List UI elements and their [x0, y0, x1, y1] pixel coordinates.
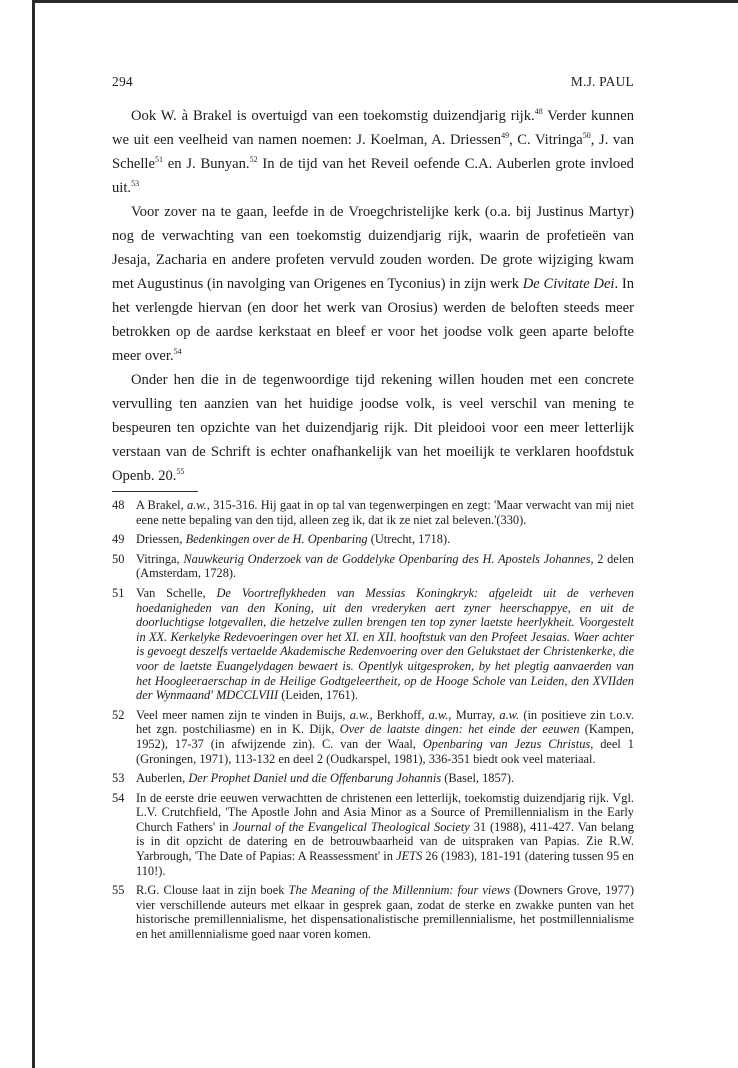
footnote: [112, 791, 634, 879]
footnote-number: 54: [112, 790, 125, 805]
footnote: [112, 708, 634, 766]
paragraph: [112, 368, 634, 488]
footnote: [112, 771, 634, 786]
footnote: [112, 532, 634, 547]
italic-text: De Voortreflykheden van Messias Koningkryk: afgeleidt uit de verheven hoedanigheden van den Koning, uit den vrederyken aert zyner heerschappye, en uit de doorluchtigse lotgevallen, die hetzelve zullen brengen ten top zyner laetste heerlykheit. Voorgestelt in XX. Kerkelyke Redevoeringen over het XI. en XII. hooftstuk van den Profeet Jesaias. Waer achter is gevoegt deszelfs vertaelde Akademische Redenvoering over den Gelukstaet der Christenkerke, die voor de laetste Euangelydagen bewaert is. Opentlyk uitgesproken, by het plegtig aanvaerden van het Hoogleeraerschap in de Heilige Godtgeleertheit, op de Hooge Schole van Leiden, den XVIIden der Wynmaand' MDCCLVIII: [136, 585, 634, 703]
footnote-ref: 51: [154, 155, 163, 164]
footnote-ref: 50: [582, 131, 591, 140]
footnote-separator: [112, 491, 198, 492]
footnote-ref: 55: [176, 467, 185, 476]
text-run: en J. Bunyan.: [162, 156, 250, 172]
footnote-ref: 49: [501, 131, 510, 140]
text-run: (Basel, 1857).: [441, 771, 515, 786]
footnote-number: 53: [112, 771, 125, 786]
text-run: deel 1 (Groningen, 1971), 113-132 en deel 2 (Oudkarspel, 1981), 336-351 biedt ook veel materiaal.: [136, 736, 634, 766]
footnote-ref: 53: [131, 179, 140, 188]
footnote-number: 49: [112, 532, 125, 547]
italic-text: The Meaning of the Millennium: four views: [288, 883, 510, 898]
text-run: Driessen,: [136, 532, 186, 547]
footnote-number: 48: [112, 498, 125, 512]
italic-text: a.w.: [349, 707, 370, 722]
text-run: (Downers Grove, 1977) vier verschillende auteurs met elkaar in gesprek gaan, zodat de sterke en zwakke punten van het historische premillennialisme, het dispensationalistische premillennialisme, het postmillennialisme en het amillennialisme goed naar voren komen.: [136, 883, 634, 942]
footnote-ref: 48: [534, 107, 543, 116]
italic-text: a.w.: [499, 707, 520, 722]
italic-text: a.w.: [428, 707, 449, 722]
text-run: In de tijd van het Reveil oefende C.A. Auberlen grote invloed uit.: [112, 156, 634, 196]
text-run: (in positieve zin t.o.v. het zgn. postchiliasme) en in K. Dijk,: [136, 707, 634, 737]
text-run: 26 (1983), 181-191 (datering tussen 95 en 110!).: [136, 849, 634, 878]
italic-text: a.w.: [186, 498, 207, 512]
footnote-text: [136, 791, 634, 879]
italic-text: De Civitate Dei: [522, 276, 615, 292]
text-run: Onder hen die in de tegenwoordige tijd rekening willen houden met een concrete vervulling ten aanzien van het huidige joodse volk, is veel verschil van mening te bespeuren ten opzichte van het duizendjarig rijk. Dit pleidooi voor een meer letterlijk verstaan van de Schrift is echter onafhankelijk van het moeilijk te verklaren hoofdstuk Openb. 20.: [112, 372, 634, 484]
text-run: , Murray,: [448, 707, 500, 722]
italic-text: Over de laatste dingen: het einde der eeuwen: [339, 722, 580, 737]
footnote-text: [136, 771, 634, 786]
body-text: [112, 104, 634, 488]
text-run: Verder kunnen we uit een veelheid van namen noemen: J. Koelman, A. Driessen: [112, 108, 635, 148]
text-run: R.G. Clouse laat in zijn boek: [136, 883, 289, 898]
text-run: Ook W. à Brakel is overtuigd van een toekomstig duizendjarig rijk.: [131, 108, 535, 124]
footnote-text: [136, 498, 634, 527]
footnote-number: 52: [112, 707, 125, 722]
text-run: Auberlen,: [136, 771, 189, 786]
paragraph: [112, 104, 634, 200]
text-run: , Berkhoff,: [369, 707, 429, 722]
footnote-text: [136, 552, 634, 581]
text-run: A Brakel,: [136, 498, 187, 512]
text-run: 2 delen (Amsterdam, 1728).: [136, 551, 635, 581]
text-run: . In het verlengde hiervan (en door het werk van Orosius) werden de beloften steeds meer betrokken op de aardse kerkstaat en bleef er voor het joodse volk geen aparte belofte meer over.: [112, 276, 634, 364]
italic-text: Journal of the Evangelical Theological Society: [232, 819, 470, 834]
italic-text: Openbaring van Jezus Christus,: [422, 736, 594, 751]
footnote-number: 55: [112, 883, 125, 898]
text-run: , 315-316. Hij gaat in op tal van tegenwerpingen en zegt: 'Maar verwacht van mij niet eene nette bepaling van den tijd, alleen zeg ik, dat ik ze niet zal beleven.'(330).: [136, 498, 634, 527]
italic-text: Nauwkeurig Onderzoek van de Goddelyke Openbaring des H. Apostels Johannes,: [183, 551, 594, 566]
text-run: Vitringa,: [136, 551, 184, 566]
text-run: , C. Vitringa: [509, 132, 583, 148]
italic-text: Bedenkingen over de H. Openbaring: [185, 532, 368, 547]
text-run: , J. van Schelle: [112, 132, 634, 172]
text-run: (Utrecht, 1718).: [367, 532, 451, 547]
footnote-number: 50: [112, 551, 125, 566]
text-run: In de eerste drie eeuwen verwachtten de christenen een letterlijk, toekomstig duizendjarig rijk. Vgl. L.V. Crutchfield, 'The Apostle John and Asia Minor as a Source of Premillennialism in the Early Church Fathers' in: [136, 790, 634, 834]
footnote-text: [136, 586, 634, 703]
running-head: M.J. PAUL: [570, 74, 634, 89]
page-number: 294: [112, 74, 133, 89]
footnote-text: [136, 883, 634, 941]
footnote: [112, 552, 634, 581]
footnote-ref: 52: [249, 155, 258, 164]
footnote-text: [136, 708, 634, 766]
text-run: Voor zover na te gaan, leefde in de Vroegchristelijke kerk (o.a. bij Justinus Martyr) nog de verwachting van een toekomstig duizendjarig rijk, waarin de profetieën van Jesaja, Zacharia en andere profeten vervuld zouden worden. De grote wijziging kwam met Augustinus (in navolging van Origenes en Tyconius) in zijn werk: [112, 204, 634, 292]
page-header: [112, 74, 634, 90]
italic-text: Der Prophet Daniel und die Offenbarung Johannis: [188, 771, 442, 786]
footnote-ref: 54: [173, 347, 182, 356]
text-run: Van Schelle,: [136, 585, 217, 600]
footnote: [112, 586, 634, 703]
paragraph: [112, 200, 634, 368]
text-run: 31 (1988), 411-427. Van belang is in dit opzicht de datering en de betrouwbaarheid van de uitspraken van Papias. Zie R.W. Yarbrough, 'The Date of Papias: A Reassessment' in: [136, 819, 634, 864]
text-run: Veel meer namen zijn te vinden in Buijs,: [136, 707, 350, 722]
footnote-text: [136, 532, 634, 547]
text-run: (Leiden, 1761).: [278, 688, 358, 703]
footnotes: [112, 498, 634, 942]
footnote-number: 51: [112, 585, 125, 600]
footnote: [112, 883, 634, 941]
italic-text: JETS: [396, 849, 423, 864]
footnote: [112, 498, 634, 527]
text-run: (Kampen, 1952), 17-37 (in afwijzende zin). C. van der Waal,: [136, 722, 634, 751]
book-page: [112, 74, 634, 947]
